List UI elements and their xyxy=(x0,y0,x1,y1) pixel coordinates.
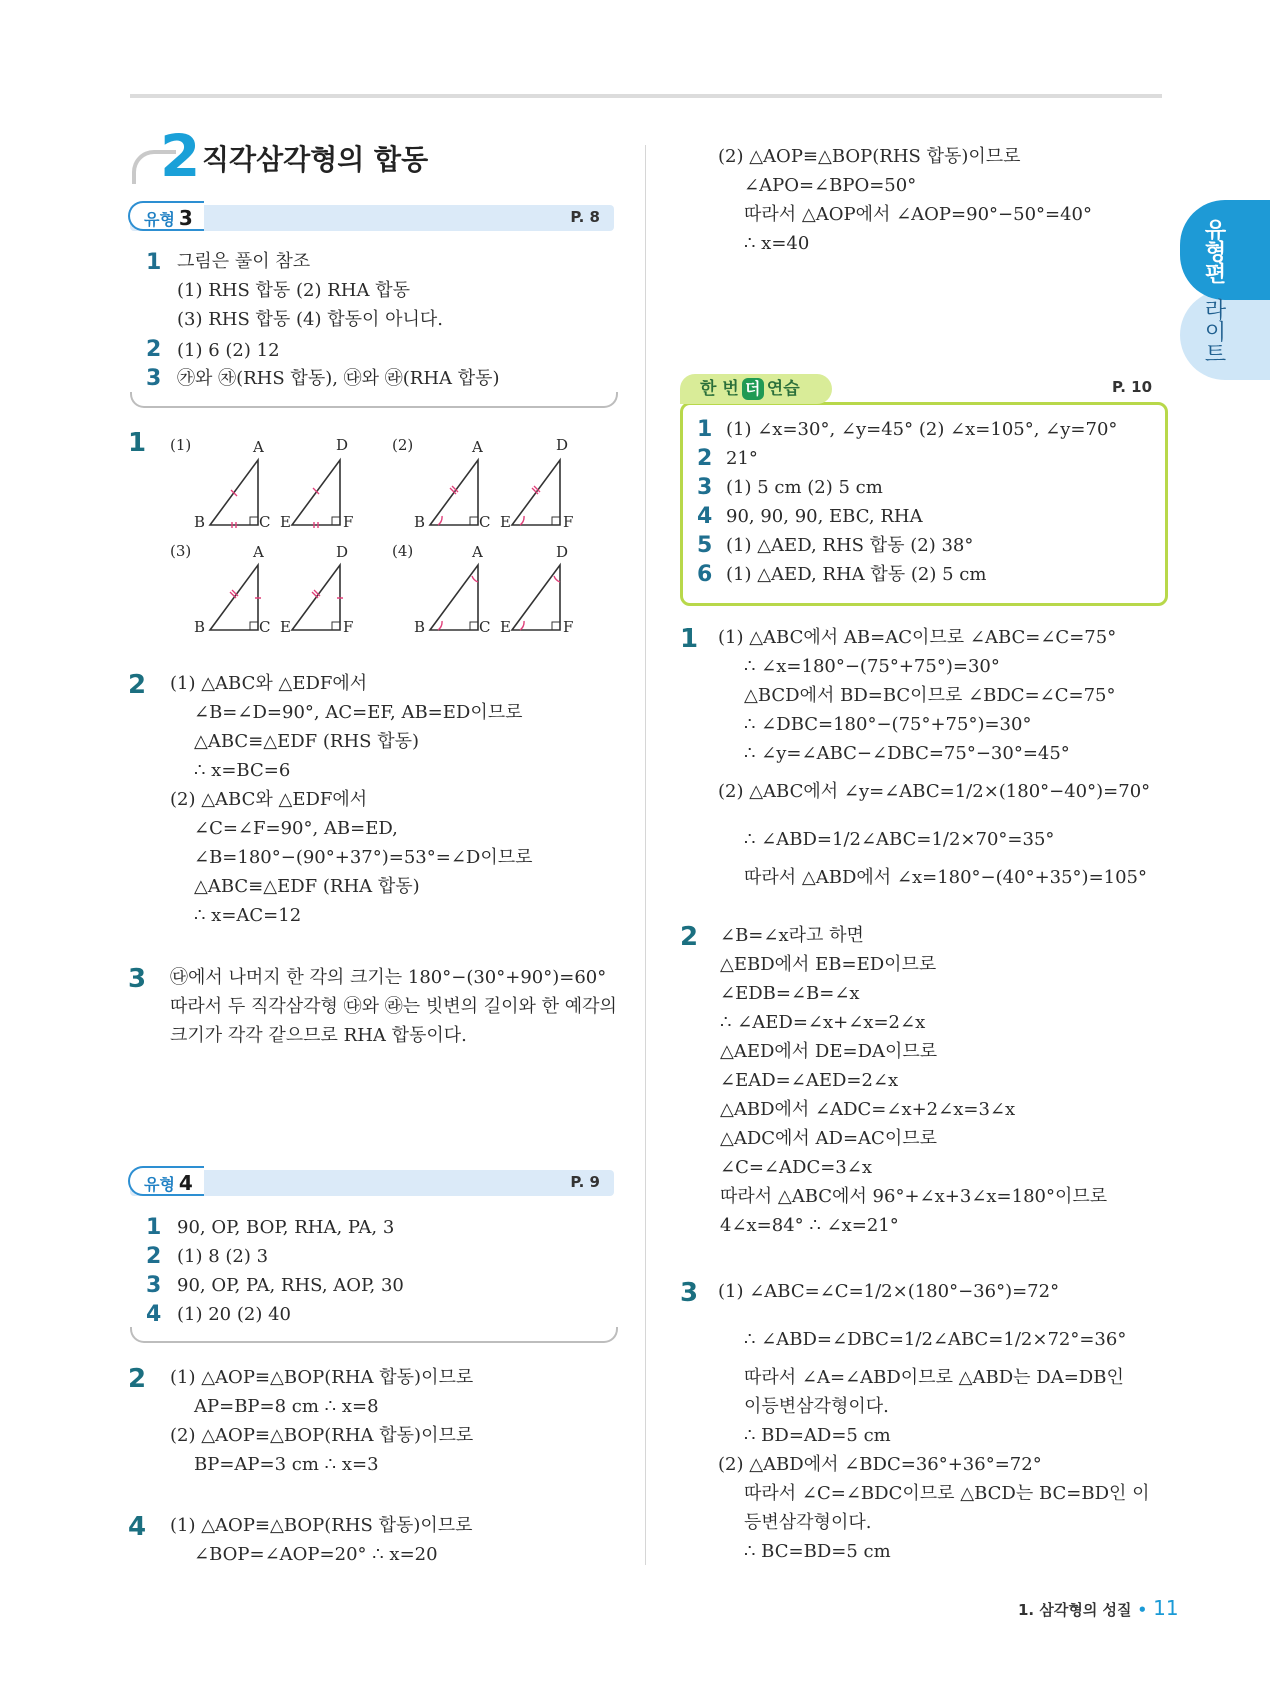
solution-line: ㉰에서 나머지 한 각의 크기는 180°−(30°+90°)=60° xyxy=(170,967,607,988)
point-label: A xyxy=(253,543,264,561)
solution-4b-number: 4 xyxy=(128,1512,147,1542)
solution-line: 크기가 각각 같으므로 RHA 합동이다. xyxy=(170,1025,467,1046)
solution-line: 따라서 △ABD에서 ∠x=180°−(40°+35°)=105° xyxy=(744,867,1148,888)
practice-item-line: (1) △AED, RHS 합동 (2) 38° xyxy=(726,535,974,556)
solution-line: ∠C=∠ADC=3∠x xyxy=(720,1157,872,1178)
type4-item-num: 1 xyxy=(146,1215,162,1240)
type3-item-num: 2 xyxy=(146,337,162,362)
point-label: A xyxy=(472,543,483,561)
practice-item-num: 3 xyxy=(697,475,713,500)
point-label: E xyxy=(280,618,291,636)
point-label: D xyxy=(336,543,349,561)
solution-line: 이등변삼각형이다. xyxy=(744,1396,889,1417)
triangle-figures xyxy=(180,430,620,640)
solution-line: (2) △ABC에서 ∠y=∠ABC=1/2×(180°−40°)=70° xyxy=(718,781,1151,802)
type3-page: P. 8 xyxy=(570,208,600,226)
solution-line: 따라서 ∠C=∠BDC이므로 △BCD는 BC=BD인 이 xyxy=(744,1483,1150,1504)
type4-header xyxy=(130,1170,614,1196)
solution-line: 4∠x=84° ∴ ∠x=21° xyxy=(720,1215,899,1236)
point-label: C xyxy=(479,513,491,531)
practice-page: P. 10 xyxy=(1112,378,1153,396)
footer-chapter: 1. 삼각형의 성질 xyxy=(1018,1601,1132,1619)
solution-line: ∴ ∠DBC=180°−(75°+75°)=30° xyxy=(744,714,1032,735)
solution-line: ∴ ∠x=180°−(75°+75°)=30° xyxy=(744,656,1000,677)
solution-2b-number: 2 xyxy=(128,1364,147,1394)
triangle-abc-3 xyxy=(210,565,258,630)
solution-line: △ABC≡△EDF (RHS 합동) xyxy=(194,731,420,752)
type3-item-line: (1) 6 (2) 12 xyxy=(177,340,280,361)
point-label: A xyxy=(472,438,483,456)
point-label: D xyxy=(556,436,569,454)
section-title: 직각삼각형의 합동 xyxy=(202,143,429,176)
practice-item-num: 1 xyxy=(697,417,713,442)
point-label: C xyxy=(259,618,271,636)
solution-line: ∴ x=40 xyxy=(744,233,810,254)
type4-item-line: (1) 8 (2) 3 xyxy=(177,1246,269,1267)
point-label: B xyxy=(414,618,426,636)
solution-line: (1) ∠ABC=∠C=1/2×(180°−36°)=72° xyxy=(718,1281,1060,1302)
practice-item-line: (1) ∠x=30°, ∠y=45° (2) ∠x=105°, ∠y=70° xyxy=(726,419,1118,440)
solution-line: ∴ ∠y=∠ABC−∠DBC=75°−30°=45° xyxy=(744,743,1070,764)
page-footer: 1. 삼각형의 성질 • 11 xyxy=(1018,1596,1179,1620)
solution-line: BP=AP=3 cm ∴ x=3 xyxy=(194,1454,379,1475)
solution-line: ∠B=180°−(90°+37°)=53°=∠D이므로 xyxy=(194,847,533,868)
footer-page-number: 11 xyxy=(1153,1596,1179,1620)
solution-line: ∠EDB=∠B=∠x xyxy=(720,983,860,1004)
point-label: C xyxy=(479,618,491,636)
solution-line: △ABD에서 ∠ADC=∠x+2∠x=3∠x xyxy=(720,1099,1016,1120)
type4-box-bottom xyxy=(130,1327,618,1343)
point-label: F xyxy=(563,618,574,636)
practice-item-num: 6 xyxy=(697,562,713,587)
figure-label-2: (2) xyxy=(392,436,414,454)
solution-line: △AED에서 DE=DA이므로 xyxy=(720,1041,938,1062)
solution-line: AP=BP=8 cm ∴ x=8 xyxy=(194,1396,379,1417)
triangle-def-3 xyxy=(292,565,340,630)
solution-line: △ADC에서 AD=AC이므로 xyxy=(720,1128,937,1149)
practice-solution-1-number: 1 xyxy=(680,624,699,654)
type3-item-num: 3 xyxy=(146,366,162,391)
point-label: E xyxy=(280,513,291,531)
side-tab-type-label: 유형편 xyxy=(1201,218,1226,284)
solution-1-number: 1 xyxy=(128,428,147,458)
solution-3-number: 3 xyxy=(128,964,147,994)
solution-line: 따라서 △AOP에서 ∠AOP=90°−50°=40° xyxy=(744,204,1093,225)
figure-label-4: (4) xyxy=(392,542,414,560)
top-rule xyxy=(130,94,1162,98)
solution-line: ∴ BD=AD=5 cm xyxy=(744,1425,891,1446)
solution-line: (1) △ABC와 △EDF에서 xyxy=(170,673,368,694)
solution-2-number: 2 xyxy=(128,670,147,700)
practice-item-line: (1) 5 cm (2) 5 cm xyxy=(726,477,883,498)
point-label: C xyxy=(259,513,271,531)
practice-item-num: 5 xyxy=(697,533,713,558)
solution-line: (1) △ABC에서 AB=AC이므로 ∠ABC=∠C=75° xyxy=(718,627,1117,648)
triangle-def-1 xyxy=(292,460,340,525)
type4-page: P. 9 xyxy=(570,1173,600,1191)
point-label: E xyxy=(500,513,511,531)
solution-line: (1) △AOP≡△BOP(RHS 합동)이므로 xyxy=(170,1515,473,1536)
practice-header: 한 번 더 연습 xyxy=(680,374,832,404)
type3-label: 유형 3 xyxy=(128,201,204,231)
type4-item-line: 90, OP, BOP, RHA, PA, 3 xyxy=(177,1217,395,1238)
type3-item-line: ㉮와 ㉶(RHS 합동), ㉰와 ㉱(RHA 합동) xyxy=(177,368,500,389)
solution-line: ∴ ∠ABD=1/2∠ABC=1/2×70°=35° xyxy=(744,829,1055,850)
triangle-def-4 xyxy=(512,565,560,630)
practice-item-num: 4 xyxy=(697,504,713,529)
type3-item-num: 1 xyxy=(146,250,162,275)
practice-item-num: 2 xyxy=(697,446,713,471)
type4-item-line: (1) 20 (2) 40 xyxy=(177,1304,291,1325)
type4-item-num: 2 xyxy=(146,1244,162,1269)
type3-item-line: 그림은 풀이 참조 xyxy=(177,251,311,272)
solution-line: ∴ ∠AED=∠x+∠x=2∠x xyxy=(720,1012,926,1033)
point-label: D xyxy=(336,436,349,454)
solution-line: ∠B=∠x라고 하면 xyxy=(720,925,864,946)
solution-line: ∴ x=AC=12 xyxy=(194,905,302,926)
figure-label-1: (1) xyxy=(170,436,192,454)
type3-header xyxy=(130,205,614,231)
point-label: B xyxy=(414,513,426,531)
practice-solution-3-number: 3 xyxy=(680,1278,699,1308)
point-label: A xyxy=(253,438,264,456)
point-label: F xyxy=(343,513,354,531)
section-number: 2 xyxy=(160,122,201,190)
type4-item-num: 3 xyxy=(146,1273,162,1298)
point-label: F xyxy=(563,513,574,531)
solution-line: 등변삼각형이다. xyxy=(744,1512,872,1533)
practice-solution-2-number: 2 xyxy=(680,922,699,952)
practice-item-line: (1) △AED, RHA 합동 (2) 5 cm xyxy=(726,564,987,585)
solution-line: △EBD에서 EB=ED이므로 xyxy=(720,954,937,975)
solution-line: (1) △AOP≡△BOP(RHA 합동)이므로 xyxy=(170,1367,474,1388)
solution-line: (2) △AOP≡△BOP(RHA 합동)이므로 xyxy=(170,1425,474,1446)
type4-label: 유형 4 xyxy=(128,1166,204,1196)
solution-line: (2) △ABC와 △EDF에서 xyxy=(170,789,368,810)
solution-line: ∠APO=∠BPO=50° xyxy=(744,175,917,196)
point-label: B xyxy=(194,513,206,531)
type3-box-bottom xyxy=(130,392,618,408)
solution-line: 따라서 △ABC에서 96°+∠x+3∠x=180°이므로 xyxy=(720,1186,1108,1207)
solution-line: ∠BOP=∠AOP=20° ∴ x=20 xyxy=(194,1544,438,1565)
practice-item-line: 21° xyxy=(726,448,758,469)
solution-line: ∴ x=BC=6 xyxy=(194,760,291,781)
side-tab-lite-label: 라이트 xyxy=(1201,298,1226,364)
triangle-abc-4 xyxy=(430,565,478,630)
solution-line: (2) △AOP≡△BOP(RHS 합동)이므로 xyxy=(718,146,1021,167)
point-label: F xyxy=(343,618,354,636)
solution-line: 따라서 두 직각삼각형 ㉰와 ㉱는 빗변의 길이와 한 예각의 xyxy=(170,996,617,1017)
point-label: E xyxy=(500,618,511,636)
type3-item-line: (3) RHS 합동 (4) 합동이 아니다. xyxy=(177,309,444,330)
figure-label-3: (3) xyxy=(170,542,192,560)
solution-line: ∠C=∠F=90°, AB=ED, xyxy=(194,818,398,839)
solution-line: ∠B=∠D=90°, AC=EF, AB=ED이므로 xyxy=(194,702,523,723)
type3-item-line: (1) RHS 합동 (2) RHA 합동 xyxy=(177,280,410,301)
solution-line: 따라서 ∠A=∠ABD이므로 △ABD는 DA=DB인 xyxy=(744,1367,1124,1388)
point-label: B xyxy=(194,618,206,636)
solution-line: (2) △ABD에서 ∠BDC=36°+36°=72° xyxy=(718,1454,1042,1475)
column-divider xyxy=(645,145,646,1565)
solution-line: ∠EAD=∠AED=2∠x xyxy=(720,1070,899,1091)
type4-item-num: 4 xyxy=(146,1302,162,1327)
solution-line: ∴ BC=BD=5 cm xyxy=(744,1541,891,1562)
solution-line: △BCD에서 BD=BC이므로 ∠BDC=∠C=75° xyxy=(744,685,1116,706)
type4-item-line: 90, OP, PA, RHS, AOP, 30 xyxy=(177,1275,404,1296)
point-label: D xyxy=(556,543,569,561)
solution-line: △ABC≡△EDF (RHA 합동) xyxy=(194,876,420,897)
solution-line: ∴ ∠ABD=∠DBC=1/2∠ABC=1/2×72°=36° xyxy=(744,1329,1127,1350)
practice-item-line: 90, 90, 90, EBC, RHA xyxy=(726,506,923,527)
